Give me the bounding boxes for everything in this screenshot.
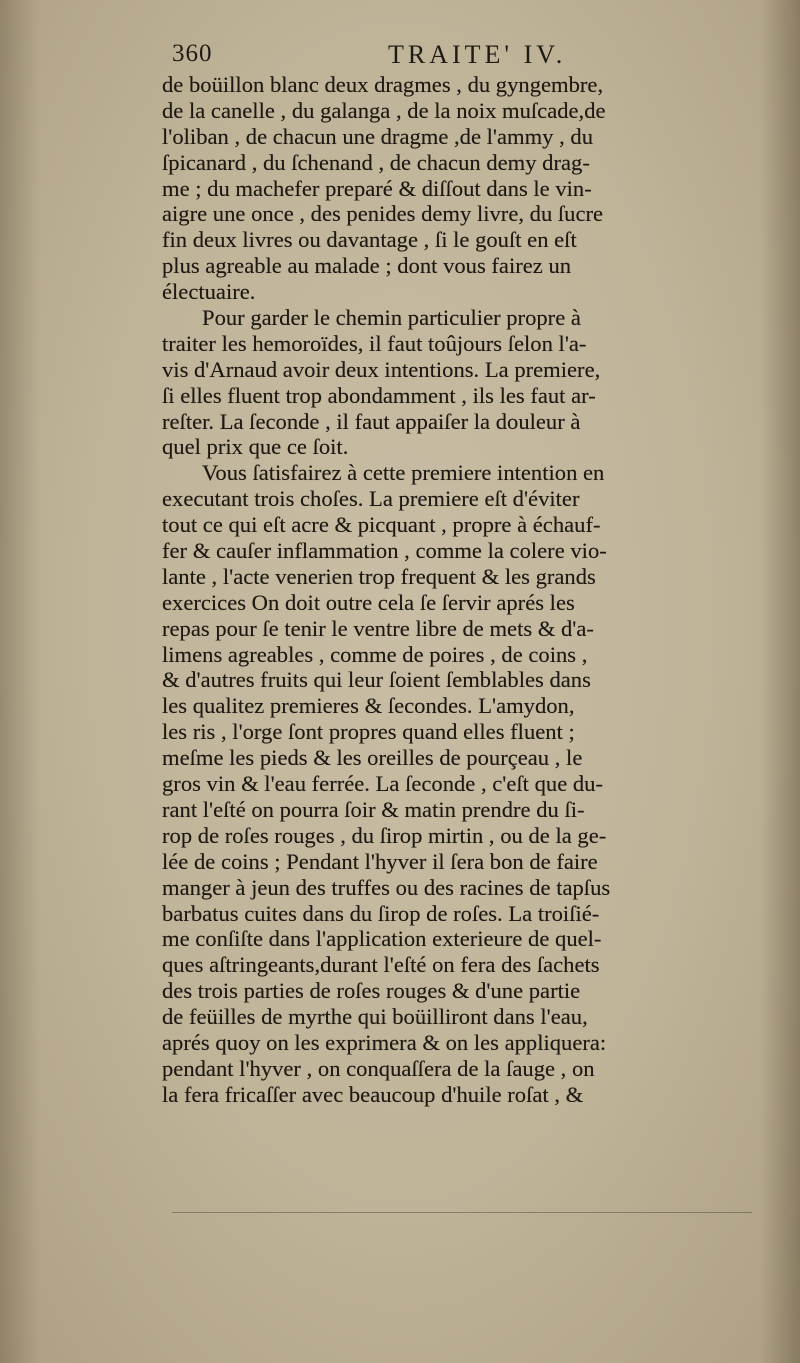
text-line: traiter les hemoroïdes, il faut toûjours ſelon l'a- [162, 330, 587, 356]
text-line: des trois parties de roſes rouges & d'une partie [162, 978, 581, 1004]
page-bottom-rule [172, 1212, 752, 1213]
text-line: pendant l'hyver , on conquaſſera de la ſauge , on [162, 1055, 595, 1081]
text-line: reſter. La ſeconde , il faut appaiſer la douleur à [162, 408, 581, 434]
text-line: aprés quoy on les exprimera & on les appliquera: [162, 1029, 607, 1055]
page-number: 360 [172, 40, 213, 67]
text-line: de la canelle , du galanga , de la noix muſcade,de [162, 97, 606, 123]
text-line: lante , l'acte venerien trop frequent & les grands [162, 563, 596, 589]
text-line: l'oliban , de chacun une dragme ,de l'ammy , du [162, 123, 594, 149]
text-line: barbatus cuites dans du ſirop de roſes. La troiſié- [162, 900, 600, 926]
text-line: de feüilles de myrthe qui boüilliront dans l'eau, [162, 1004, 588, 1030]
text-line: la fera fricaſſer avec beaucoup d'huile roſat , & [162, 1081, 584, 1107]
right-page-edge-shadow [760, 0, 800, 1363]
running-title: TRAITE' IV. [388, 40, 567, 69]
text-line: repas pour ſe tenir le ventre libre de mets & d'a- [162, 615, 594, 641]
text-line: électuaire. [162, 279, 256, 305]
text-line: ſi elles fluent trop abondamment , ils les faut ar- [162, 382, 596, 408]
text-line: & d'autres fruits qui leur ſoient ſemblables dans [162, 667, 591, 693]
text-line: limens agreables , comme de poires , de coins , [162, 641, 588, 667]
page-header [172, 40, 612, 72]
body-text [162, 72, 762, 1108]
text-line: rop de roſes rouges , du ſirop mirtin , ou de la ge- [162, 822, 607, 848]
text-line: quel prix que ce ſoit. [162, 434, 349, 460]
text-line: fin deux livres ou davantage , ſi le gouſt en eſt [162, 227, 577, 253]
text-line: les qualitez premieres & ſecondes. L'amydon, [162, 693, 575, 719]
text-line: plus agreable au malade ; dont vous fairez un [162, 253, 572, 279]
text-line: ſpicanard , du ſchenand , de chacun demy drag- [162, 149, 590, 175]
paragraph-start-line: Pour garder le chemin particulier propre à [202, 305, 581, 331]
text-line: vis d'Arnaud avoir deux intentions. La premiere, [162, 356, 601, 382]
text-line: lée de coins ; Pendant l'hyver il ſera bon de faire [162, 848, 598, 874]
paragraph-start-line: Vous ſatisfairez à cette premiere intention en [202, 460, 605, 486]
text-line: me ; du machefer preparé & diſſout dans le vin- [162, 175, 592, 201]
text-line: exercices On doit outre cela ſe ſervir aprés les [162, 589, 575, 615]
text-line: me conſiſte dans l'application exterieure de quel- [162, 926, 602, 952]
text-line: gros vin & l'eau ferrée. La ſeconde , c'eſt que du- [162, 771, 603, 797]
text-line: de boüillon blanc deux dragmes , du gyngembre, [162, 72, 604, 97]
text-line: manger à jeun des truffes ou des racines de tapſus [162, 874, 611, 900]
text-line: executant trois choſes. La premiere eſt d'éviter [162, 486, 580, 512]
text-line: ques aſtringeants,durant l'eſté on fera des ſachets [162, 952, 600, 978]
text-line: les ris , l'orge ſont propres quand elles fluent ; [162, 719, 575, 745]
text-line: meſme les pieds & les oreilles de pourçeau , le [162, 745, 583, 771]
text-line: rant l'eſté on pourra ſoir & matin prendre du ſi- [162, 796, 585, 822]
text-line: fer & cauſer inflammation , comme la colere vio- [162, 538, 607, 564]
left-page-edge-shadow [0, 0, 40, 1363]
text-line: tout ce qui eſt acre & picquant , propre à échauf- [162, 512, 601, 538]
text-line: aigre une once , des penides demy livre, du ſucre [162, 201, 604, 227]
